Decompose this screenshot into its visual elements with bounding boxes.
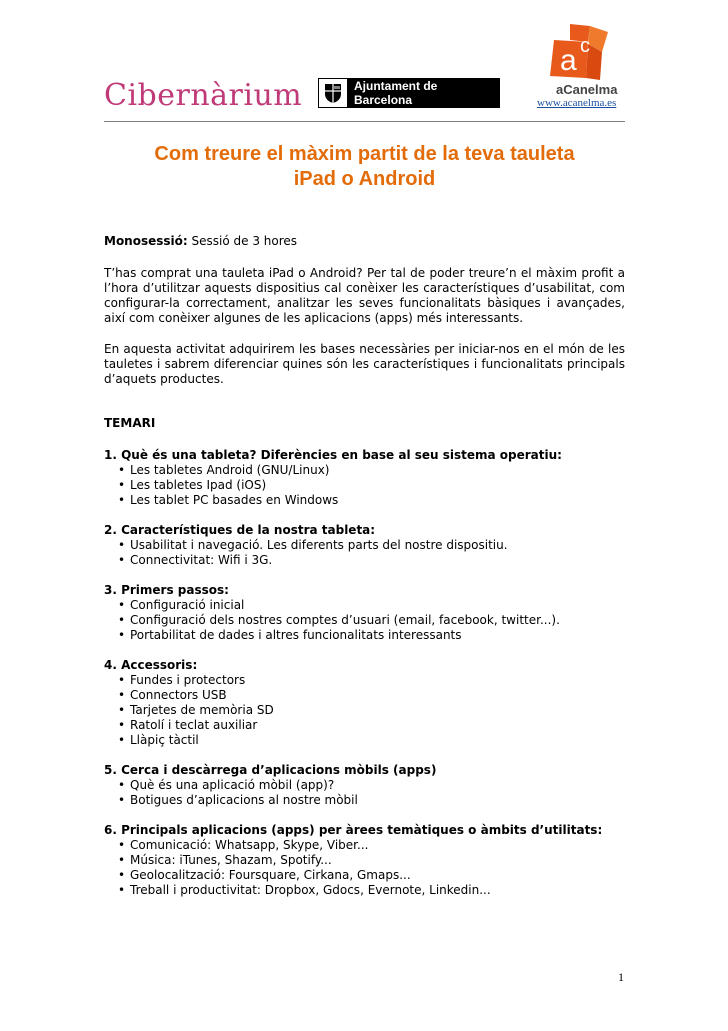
acanelma-name: aCanelma	[556, 82, 618, 97]
document-body	[104, 234, 625, 913]
list-item	[118, 628, 625, 643]
svg-text:c: c	[580, 35, 590, 57]
section-title: 2. Característiques de la nostra tableta:	[104, 523, 376, 537]
section-title: 3. Primers passos:	[104, 583, 229, 597]
bullet-icon: •	[118, 838, 126, 852]
list-item-text: Treball i productivitat: Dropbox, Gdocs, Evernote, Linkedin...	[130, 883, 491, 897]
bullet-icon: •	[118, 463, 126, 477]
session-info	[104, 234, 625, 249]
page-number: 1	[618, 970, 624, 984]
list-item	[118, 883, 625, 898]
bullet-icon: •	[118, 478, 126, 492]
svg-text:a: a	[560, 44, 577, 77]
bullet-icon: •	[118, 718, 126, 732]
list-item	[118, 868, 625, 883]
bullet-icon: •	[118, 553, 126, 567]
page-title-line-1: Com treure el màxim partit de la teva tauleta	[154, 143, 575, 165]
temari-section	[104, 583, 625, 643]
section-title: 4. Accessoris:	[104, 658, 198, 672]
list-item	[118, 673, 625, 688]
ajuntament-logo	[318, 78, 500, 108]
list-item	[118, 688, 625, 703]
list-item-text: Usabilitat i navegació. Les diferents parts del nostre dispositiu.	[130, 538, 508, 552]
section-items	[104, 538, 625, 568]
list-item	[118, 553, 625, 568]
section-items	[104, 778, 625, 808]
session-value: Sessió de 3 hores	[191, 234, 298, 248]
list-item	[118, 478, 625, 493]
section-items	[104, 838, 625, 898]
section-items	[104, 463, 625, 508]
bullet-icon: •	[118, 613, 126, 627]
section-title: 6. Principals aplicacions (apps) per àrees temàtiques o àmbits d’utilitats:	[104, 823, 603, 837]
acanelma-link[interactable]: www.acanelma.es	[537, 97, 617, 109]
list-item-text: Connectors USB	[130, 688, 227, 702]
bullet-icon: •	[118, 688, 126, 702]
section-items	[104, 673, 625, 748]
temari-section	[104, 763, 625, 808]
list-item	[118, 538, 625, 553]
list-item-text: Configuració dels nostres comptes d’usuari (email, facebook, twitter...).	[130, 613, 560, 627]
session-label: Monosessió:	[104, 234, 188, 248]
list-item-text: Música: iTunes, Shazam, Spotify...	[130, 853, 332, 867]
temari-heading: TEMARI	[104, 416, 156, 430]
list-item-text: Llàpiç tàctil	[130, 733, 199, 747]
list-item-text: Ratolí i teclat auxiliar	[130, 718, 258, 732]
temari-section	[104, 823, 625, 898]
bullet-icon: •	[118, 703, 126, 717]
list-item	[118, 733, 625, 748]
list-item	[118, 493, 625, 508]
activity-paragraph: En aquesta activitat adquirirem les bases necessàries per iniciar-nos en el món de les tauletes i sabrem diferenciar quines són les característiques i funcionalitats principals d’aquets productes.	[104, 342, 625, 386]
list-item	[118, 793, 625, 808]
temari-section	[104, 658, 625, 748]
list-item-text: Geolocalització: Foursquare, Cirkana, Gmaps...	[130, 868, 411, 882]
list-item-text: Les tabletes Ipad (iOS)	[130, 478, 267, 492]
acanelma-logo-icon	[540, 22, 610, 86]
list-item-text: Configuració inicial	[130, 598, 245, 612]
page-title-line-2: iPad o Android	[293, 168, 436, 190]
bullet-icon: •	[118, 538, 126, 552]
cibernarium-logo: Cibernàrium	[104, 78, 303, 113]
list-item-text: Comunicació: Whatsapp, Skype, Viber...	[130, 838, 369, 852]
temari-list	[104, 448, 625, 898]
section-title: 1. Què és una tableta? Diferències en base al seu sistema operatiu:	[104, 448, 562, 462]
list-item	[118, 463, 625, 478]
list-item	[118, 613, 625, 628]
intro-paragraph: T’has comprat una tauleta iPad o Android? Per tal de poder treure’n el màxim profit a l’hora d’utilitzar aquests dispositius cal conèixer les característiques d’usabilitat, com configurar-la correctament, analitzar les seves funcionalitats bàsiques i avançades, així com conèixer algunes de les aplicacions (apps) més interessants.	[104, 266, 625, 325]
list-item	[118, 718, 625, 733]
temari-section	[104, 523, 625, 568]
list-item-text: Tarjetes de memòria SD	[130, 703, 274, 717]
temari-section	[104, 448, 625, 508]
list-item	[118, 778, 625, 793]
header-divider	[104, 121, 625, 122]
list-item-text: Connectivitat: Wifi i 3G.	[130, 553, 273, 567]
barcelona-shield-icon	[318, 78, 348, 108]
ajuntament-label: Ajuntament de Barcelona	[348, 78, 500, 108]
list-item-text: Fundes i protectors	[130, 673, 246, 687]
section-items	[104, 598, 625, 643]
section-title: 5. Cerca i descàrrega d’aplicacions mòbils (apps)	[104, 763, 437, 777]
bullet-icon: •	[118, 853, 126, 867]
bullet-icon: •	[118, 883, 126, 897]
bullet-icon: •	[118, 868, 126, 882]
bullet-icon: •	[118, 733, 126, 747]
list-item-text: Què és una aplicació mòbil (app)?	[130, 778, 335, 792]
bullet-icon: •	[118, 493, 126, 507]
list-item-text: Les tablet PC basades en Windows	[130, 493, 339, 507]
list-item	[118, 703, 625, 718]
list-item-text: Portabilitat de dades i altres funcionalitats interessants	[130, 628, 462, 642]
page-header	[0, 0, 728, 125]
list-item-text: Les tabletes Android (GNU/Linux)	[130, 463, 330, 477]
list-item	[118, 838, 625, 853]
bullet-icon: •	[118, 628, 126, 642]
bullet-icon: •	[118, 673, 126, 687]
list-item	[118, 853, 625, 868]
bullet-icon: •	[118, 793, 126, 807]
page-title	[104, 142, 625, 192]
list-item	[118, 598, 625, 613]
bullet-icon: •	[118, 778, 126, 792]
bullet-icon: •	[118, 598, 126, 612]
list-item-text: Botigues d’aplicacions al nostre mòbil	[130, 793, 358, 807]
